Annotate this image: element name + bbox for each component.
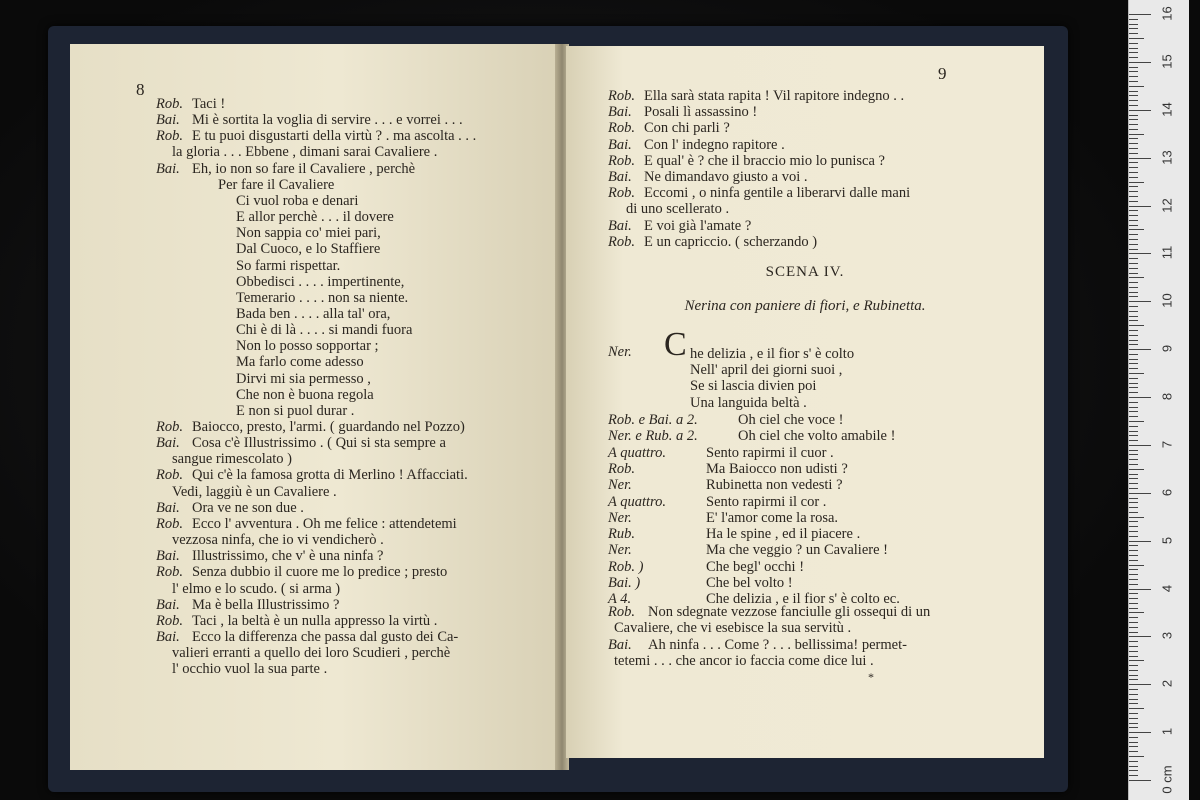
line-text: Ma è bella Illustrissimo ? bbox=[192, 596, 340, 613]
ruler-tick bbox=[1129, 450, 1138, 451]
ruler-tick bbox=[1129, 675, 1138, 676]
ruler-tick bbox=[1129, 684, 1151, 685]
ruler-tick bbox=[1129, 292, 1138, 293]
line-text: Rubinetta non vedesti ? bbox=[706, 477, 843, 494]
ruler-tick bbox=[1129, 81, 1138, 82]
line-text: Dirvi mi sia permesso , bbox=[236, 370, 371, 387]
ruler-tick bbox=[1129, 349, 1151, 350]
ruler-tick bbox=[1129, 732, 1151, 733]
speaker-label: Rob. bbox=[156, 419, 183, 435]
ruler-tick bbox=[1129, 699, 1138, 700]
ruler-tick bbox=[1129, 612, 1144, 613]
speaker-label: Bai. bbox=[156, 435, 180, 452]
speaker-label: Rob. bbox=[608, 233, 635, 250]
ruler-tick bbox=[1129, 723, 1138, 724]
ruler-tick bbox=[1129, 172, 1138, 173]
speaker-label: Rob. bbox=[608, 152, 635, 169]
ruler-tick bbox=[1129, 320, 1138, 321]
ruler-tick bbox=[1129, 555, 1138, 556]
ruler-tick bbox=[1129, 48, 1138, 49]
ruler-tick bbox=[1129, 124, 1138, 125]
ruler-tick bbox=[1129, 703, 1138, 704]
ruler-tick bbox=[1129, 148, 1138, 149]
speaker-label: Bai. bbox=[608, 169, 632, 185]
ruler-tick bbox=[1129, 541, 1151, 542]
speaker-label: Rob. bbox=[156, 128, 183, 145]
line-text: Mi è sortita la voglia di servire . . . e vorrei . . . bbox=[192, 112, 463, 129]
ruler-tick bbox=[1129, 407, 1138, 408]
ruler-tick bbox=[1129, 488, 1138, 489]
line-text: Ella sarà stata rapita ! Vil rapitore indegno . . bbox=[644, 88, 905, 104]
ruler-tick bbox=[1129, 617, 1138, 618]
line-text: tetemi . . . che ancor io faccia come dice lui . bbox=[614, 652, 874, 669]
ruler-tick bbox=[1129, 296, 1138, 297]
ruler-tick bbox=[1129, 115, 1138, 116]
line-text: Sento rapirmi il cuor . bbox=[706, 444, 834, 461]
ruler-number: 11 bbox=[1159, 246, 1175, 260]
ruler-tick bbox=[1129, 287, 1138, 288]
ruler-tick bbox=[1129, 632, 1138, 633]
ruler-tick bbox=[1129, 416, 1138, 417]
line-text: Qui c'è la famosa grotta di Merlino ! Affacciati. bbox=[192, 467, 468, 484]
speaker-label: Rub. bbox=[608, 526, 635, 543]
ruler-tick bbox=[1129, 43, 1138, 44]
ruler-tick bbox=[1129, 229, 1144, 230]
ruler-tick bbox=[1129, 474, 1138, 475]
line-text: Non sdegnate vezzose fanciulle gli ossequi di un bbox=[648, 604, 931, 620]
speaker-label: A quattro. bbox=[608, 444, 667, 461]
ruler-tick bbox=[1129, 330, 1138, 331]
ruler-tick bbox=[1129, 569, 1138, 570]
line-text: E voi già l'amate ? bbox=[644, 217, 752, 234]
line-text: Taci ! bbox=[192, 96, 226, 112]
song-line: Nell' april dei giorni suoi , bbox=[690, 362, 843, 379]
ruler-number: 12 bbox=[1159, 197, 1175, 213]
ruler-tick bbox=[1129, 483, 1138, 484]
line-text: Senza dubbio il cuore me lo predice ; presto bbox=[192, 564, 448, 581]
ruler-tick bbox=[1129, 670, 1138, 671]
ruler-tick bbox=[1129, 301, 1151, 302]
measuring-ruler bbox=[1128, 0, 1189, 800]
line-text: Non sappia co' miei pari, bbox=[236, 225, 381, 242]
ruler-tick bbox=[1129, 52, 1138, 53]
ruler-tick bbox=[1129, 550, 1138, 551]
line-text: Per fare il Cavaliere bbox=[218, 176, 335, 193]
ruler-tick bbox=[1129, 431, 1138, 432]
ruler-number: 1 bbox=[1159, 728, 1175, 736]
ruler-tick bbox=[1129, 521, 1138, 522]
ruler-tick bbox=[1129, 387, 1138, 388]
speaker-label: Ner. bbox=[608, 477, 632, 494]
line-text: Che bel volto ! bbox=[706, 575, 793, 591]
ruler-tick bbox=[1129, 440, 1138, 441]
line-text: Vedi, laggiù è un Cavaliere . bbox=[172, 483, 337, 500]
ruler-tick bbox=[1129, 665, 1138, 666]
speaker-label: Ner. bbox=[608, 509, 632, 526]
line-text: Bada ben . . . . alla tal' ora, bbox=[236, 305, 391, 322]
ruler-tick bbox=[1129, 636, 1151, 637]
ruler-number: 9 bbox=[1159, 345, 1175, 353]
speaker-label: Rob. bbox=[608, 604, 635, 620]
ruler-tick bbox=[1129, 378, 1138, 379]
ruler-tick bbox=[1129, 651, 1138, 652]
ruler-tick bbox=[1129, 335, 1138, 336]
ruler-tick bbox=[1129, 766, 1138, 767]
ruler-tick bbox=[1129, 263, 1138, 264]
ruler-tick bbox=[1129, 19, 1138, 20]
speaker-label: Rob. ) bbox=[608, 558, 644, 575]
speaker-label: Bai. bbox=[156, 548, 180, 565]
ruler-tick bbox=[1129, 718, 1138, 719]
line-text: Con chi parli ? bbox=[644, 120, 730, 137]
ruler-tick bbox=[1129, 579, 1138, 580]
line-text: Ah ninfa . . . Come ? . . . bellissima! permet- bbox=[648, 636, 907, 653]
ruler-tick bbox=[1129, 589, 1151, 590]
ruler-tick bbox=[1129, 119, 1138, 120]
ruler-tick bbox=[1129, 517, 1144, 518]
ruler-tick bbox=[1129, 411, 1138, 412]
speaker-label: Rob. e Bai. a 2. bbox=[608, 412, 698, 428]
ruler-tick bbox=[1129, 67, 1138, 68]
ruler-tick bbox=[1129, 201, 1138, 202]
ruler-tick bbox=[1129, 363, 1138, 364]
speaker-label: Bai. bbox=[156, 628, 180, 645]
ruler-tick bbox=[1129, 502, 1138, 503]
ruler-tick bbox=[1129, 574, 1138, 575]
ruler-tick bbox=[1129, 186, 1138, 187]
ruler-tick bbox=[1129, 100, 1138, 101]
ruler-tick bbox=[1129, 253, 1151, 254]
ruler-tick bbox=[1129, 311, 1138, 312]
ruler-tick bbox=[1129, 354, 1138, 355]
ruler-tick bbox=[1129, 220, 1138, 221]
line-text: Oh ciel che volto amabile ! bbox=[738, 428, 896, 445]
line-text: E qual' è ? che il braccio mio lo punisca ? bbox=[644, 152, 885, 169]
ruler-tick bbox=[1129, 627, 1138, 628]
ruler-tick bbox=[1129, 727, 1138, 728]
signature-mark: * bbox=[868, 670, 874, 684]
speaker-label: Rob. bbox=[608, 88, 635, 104]
ruler-tick bbox=[1129, 512, 1138, 513]
ruler-tick bbox=[1129, 239, 1138, 240]
left-page-number: 8 bbox=[136, 80, 145, 99]
ruler-tick bbox=[1129, 689, 1138, 690]
ruler-tick bbox=[1129, 756, 1144, 757]
ruler-number: 6 bbox=[1159, 488, 1175, 496]
line-text: l' occhio vuol la sua parte . bbox=[172, 661, 328, 678]
line-text: Che non è buona regola bbox=[236, 386, 374, 403]
line-text: Ecco l' avventura . Oh me felice : attendetemi bbox=[192, 515, 457, 532]
speaker-label: A 4. bbox=[608, 591, 632, 608]
ruler-tick bbox=[1129, 14, 1151, 15]
speaker-label: Rob. bbox=[608, 460, 635, 477]
ruler-number: 7 bbox=[1159, 440, 1175, 448]
scene-title: SCENA IV. bbox=[765, 264, 845, 280]
ruler-tick bbox=[1129, 464, 1138, 465]
line-text: Eccomi , o ninfa gentile a liberarvi dalle mani bbox=[644, 185, 911, 202]
speaker-label: Bai. bbox=[156, 596, 180, 613]
speaker-label: Rob. bbox=[608, 185, 635, 202]
line-text: sangue rimescolato ) bbox=[172, 451, 292, 468]
line-text: Che begl' occhi ! bbox=[706, 558, 805, 575]
ruler-tick bbox=[1129, 143, 1138, 144]
ruler-tick bbox=[1129, 268, 1138, 269]
ruler-tick bbox=[1129, 162, 1138, 163]
speaker-label: Ner. bbox=[608, 542, 632, 559]
line-text: vezzosa ninfa, che io vi vendicherò . bbox=[172, 532, 384, 549]
ruler-tick bbox=[1129, 622, 1138, 623]
ruler-tick bbox=[1129, 306, 1138, 307]
ruler-tick bbox=[1129, 340, 1138, 341]
ruler-tick bbox=[1129, 38, 1144, 39]
ruler-tick bbox=[1129, 210, 1138, 211]
ruler-tick bbox=[1129, 560, 1138, 561]
right-page-number: 9 bbox=[938, 64, 947, 83]
ruler-tick bbox=[1129, 95, 1138, 96]
ruler-tick bbox=[1129, 469, 1144, 470]
ruler-tick bbox=[1129, 507, 1138, 508]
ruler-tick bbox=[1129, 129, 1138, 130]
line-text: Temerario . . . . non sa niente. bbox=[236, 289, 409, 306]
line-text: Ne dimandavo giusto a voi . bbox=[644, 169, 808, 185]
line-text: la gloria . . . Ebbene , dimani sarai Cavaliere . bbox=[172, 144, 438, 161]
ruler-number: 13 bbox=[1159, 149, 1175, 165]
line-text: Taci , la beltà è un nulla appresso la virtù . bbox=[192, 612, 438, 629]
ruler-number: 3 bbox=[1159, 632, 1175, 640]
ruler-tick bbox=[1129, 713, 1138, 714]
ruler-tick bbox=[1129, 134, 1144, 135]
ruler-tick bbox=[1129, 608, 1138, 609]
ruler-tick bbox=[1129, 110, 1151, 111]
line-text: Cosa c'è Illustrissimo . ( Qui si sta sempre a bbox=[192, 435, 446, 452]
speaker-label: Bai. bbox=[608, 104, 632, 121]
ruler-tick bbox=[1129, 454, 1138, 455]
line-text: Baiocco, presto, l'armi. ( guardando nel Pozzo) bbox=[192, 419, 465, 435]
ruler-tick bbox=[1129, 158, 1151, 159]
ruler-number: 0 cm bbox=[1159, 765, 1175, 794]
left-page bbox=[70, 44, 558, 770]
line-text: Obbedisci . . . . impertinente, bbox=[236, 273, 405, 290]
line-text: l' elmo e lo scudo. ( si arma ) bbox=[172, 580, 341, 597]
line-text: Oh ciel che voce ! bbox=[738, 412, 844, 428]
ruler-tick bbox=[1129, 751, 1138, 752]
ruler-tick bbox=[1129, 660, 1144, 661]
line-text: E allor perchè . . . il dovere bbox=[236, 209, 394, 226]
ruler-tick bbox=[1129, 746, 1138, 747]
scene-subtitle: Nerina con paniere di fiori, e Rubinetta. bbox=[684, 298, 926, 314]
ruler-tick bbox=[1129, 603, 1138, 604]
line-text: Ecco la differenza che passa dal gusto dei Ca- bbox=[192, 628, 459, 645]
ruler-tick bbox=[1129, 167, 1138, 168]
ruler-tick bbox=[1129, 426, 1138, 427]
ruler-tick bbox=[1129, 57, 1138, 58]
ruler-tick bbox=[1129, 28, 1138, 29]
speaker-label: Rob. bbox=[156, 515, 183, 532]
ruler-tick bbox=[1129, 742, 1138, 743]
ruler-number: 5 bbox=[1159, 536, 1175, 544]
speaker-label: Bai. bbox=[156, 499, 180, 516]
line-text: Ci vuol roba e denari bbox=[236, 192, 359, 209]
ruler-tick bbox=[1129, 526, 1138, 527]
speaker-label: A quattro. bbox=[608, 493, 667, 510]
ruler-tick bbox=[1129, 641, 1138, 642]
ruler-number: 2 bbox=[1159, 680, 1175, 688]
ruler-tick bbox=[1129, 182, 1144, 183]
line-text: Ma Baiocco non udisti ? bbox=[706, 460, 848, 477]
ruler-tick bbox=[1129, 196, 1138, 197]
line-text: Ora ve ne son due . bbox=[192, 499, 304, 516]
line-text: Ma farlo come adesso bbox=[236, 354, 364, 371]
ruler-tick bbox=[1129, 206, 1151, 207]
line-text: E' l'amor come la rosa. bbox=[706, 509, 839, 526]
ruler-tick bbox=[1129, 86, 1144, 87]
ruler-tick bbox=[1129, 421, 1144, 422]
ruler-tick bbox=[1129, 215, 1138, 216]
ruler-tick bbox=[1129, 402, 1138, 403]
line-text: Posali lì assassino ! bbox=[644, 104, 758, 121]
ruler-tick bbox=[1129, 282, 1138, 283]
ruler-tick bbox=[1129, 459, 1138, 460]
ruler-tick bbox=[1129, 445, 1151, 446]
line-text: Ma che veggio ? un Cavaliere ! bbox=[706, 542, 888, 559]
ruler-number: 10 bbox=[1159, 293, 1175, 308]
ruler-tick bbox=[1129, 153, 1138, 154]
line-text: Chi è di là . . . . si mandi fuora bbox=[236, 322, 413, 339]
speaker-label: Bai. ) bbox=[608, 575, 641, 591]
line-text: di uno scellerato . bbox=[626, 201, 730, 218]
ruler-tick bbox=[1129, 225, 1138, 226]
ruler-tick bbox=[1129, 775, 1138, 776]
speaker-label: Bai. bbox=[608, 217, 632, 234]
line-text: Con l' indegno rapitore . bbox=[644, 136, 785, 153]
ruler-number: 14 bbox=[1159, 102, 1175, 117]
ruler-tick bbox=[1129, 277, 1144, 278]
line-text: So farmi rispettar. bbox=[236, 257, 341, 274]
ruler-tick bbox=[1129, 694, 1138, 695]
song-line: he delizia , e il fior s' è colto bbox=[690, 346, 855, 362]
ruler-tick bbox=[1129, 708, 1144, 709]
line-text: E un capriccio. ( scherzando ) bbox=[644, 233, 818, 250]
ruler-tick bbox=[1129, 679, 1138, 680]
ruler-number: 16 bbox=[1159, 6, 1175, 21]
ruler-tick bbox=[1129, 593, 1138, 594]
ruler-tick bbox=[1129, 33, 1138, 34]
ruler-tick bbox=[1129, 325, 1144, 326]
ruler-tick bbox=[1129, 91, 1138, 92]
ruler-tick bbox=[1129, 536, 1138, 537]
ruler-tick bbox=[1129, 249, 1138, 250]
speaker-label: Bai. bbox=[608, 136, 632, 153]
ruler-tick bbox=[1129, 24, 1138, 25]
line-text: valieri erranti a quello dei loro Scudieri , perchè bbox=[172, 645, 451, 662]
line-text: Che delizia , e il fior s' è colto ec. bbox=[706, 591, 900, 608]
speaker-label: Rob. bbox=[156, 467, 183, 484]
ruler-tick bbox=[1129, 71, 1138, 72]
ruler-tick bbox=[1129, 531, 1138, 532]
ruler-tick bbox=[1129, 234, 1138, 235]
ruler-tick bbox=[1129, 584, 1138, 585]
ruler-tick bbox=[1129, 598, 1138, 599]
ruler-tick bbox=[1129, 737, 1138, 738]
speaker-label: Ner. e Rub. a 2. bbox=[608, 428, 698, 445]
line-text: E non si puol durar . bbox=[236, 402, 355, 419]
line-text: Sento rapirmi il cor . bbox=[706, 493, 827, 510]
line-text: E tu puoi disgustarti della virtù ? . ma ascolta . . . bbox=[192, 128, 477, 145]
ruler-number: 8 bbox=[1159, 392, 1175, 401]
line-text: Dal Cuoco, e lo Staffiere bbox=[236, 241, 381, 258]
speaker-label: Rob. bbox=[608, 120, 635, 137]
ruler-tick bbox=[1129, 105, 1138, 106]
speaker-label: Bai. bbox=[608, 636, 632, 653]
ruler-tick bbox=[1129, 780, 1151, 781]
line-text: Eh, io non so fare il Cavaliere , perchè bbox=[192, 160, 416, 177]
song-speaker: Ner. bbox=[608, 344, 632, 360]
speaker-label: Bai. bbox=[156, 160, 180, 177]
ruler-tick bbox=[1129, 138, 1138, 139]
right-page bbox=[566, 46, 1044, 758]
speaker-label: Rob. bbox=[156, 564, 183, 581]
ruler-tick bbox=[1129, 646, 1138, 647]
ruler-tick bbox=[1129, 344, 1138, 345]
ruler-number: 4 bbox=[1159, 584, 1175, 592]
speaker-label: Bai. bbox=[156, 112, 180, 129]
ruler-tick bbox=[1129, 761, 1138, 762]
drop-cap: C bbox=[664, 326, 687, 363]
speaker-label: Rob. bbox=[156, 96, 183, 112]
ruler-tick bbox=[1129, 273, 1138, 274]
ruler-tick bbox=[1129, 359, 1138, 360]
ruler-tick bbox=[1129, 244, 1138, 245]
song-line: Se si lascia divien poi bbox=[690, 378, 817, 395]
ruler-tick bbox=[1129, 397, 1151, 398]
ruler-tick bbox=[1129, 258, 1138, 259]
ruler-tick bbox=[1129, 565, 1144, 566]
ruler-tick bbox=[1129, 373, 1144, 374]
ruler-tick bbox=[1129, 498, 1138, 499]
ruler-tick bbox=[1129, 435, 1138, 436]
ruler-tick bbox=[1129, 392, 1138, 393]
ruler-tick bbox=[1129, 383, 1138, 384]
ruler-tick bbox=[1129, 368, 1138, 369]
line-text: Cavaliere, che vi esebisce la sua servitù . bbox=[614, 620, 852, 637]
speaker-label: Rob. bbox=[156, 612, 183, 629]
song-line: Una languida beltà . bbox=[690, 394, 807, 411]
ruler-tick bbox=[1129, 656, 1138, 657]
ruler-tick bbox=[1129, 316, 1138, 317]
ruler-tick bbox=[1129, 770, 1138, 771]
line-text: Non lo posso sopportar ; bbox=[236, 338, 379, 355]
ruler-tick bbox=[1129, 191, 1138, 192]
ruler-tick bbox=[1129, 62, 1151, 63]
ruler-number: 15 bbox=[1159, 54, 1175, 69]
ruler-tick bbox=[1129, 478, 1138, 479]
ruler-tick bbox=[1129, 76, 1138, 77]
ruler-tick bbox=[1129, 545, 1138, 546]
line-text: Illustrissimo, che v' è una ninfa ? bbox=[192, 548, 384, 565]
line-text: Ha le spine , ed il piacere . bbox=[706, 526, 861, 543]
ruler-tick bbox=[1129, 493, 1151, 494]
ruler-tick bbox=[1129, 177, 1138, 178]
